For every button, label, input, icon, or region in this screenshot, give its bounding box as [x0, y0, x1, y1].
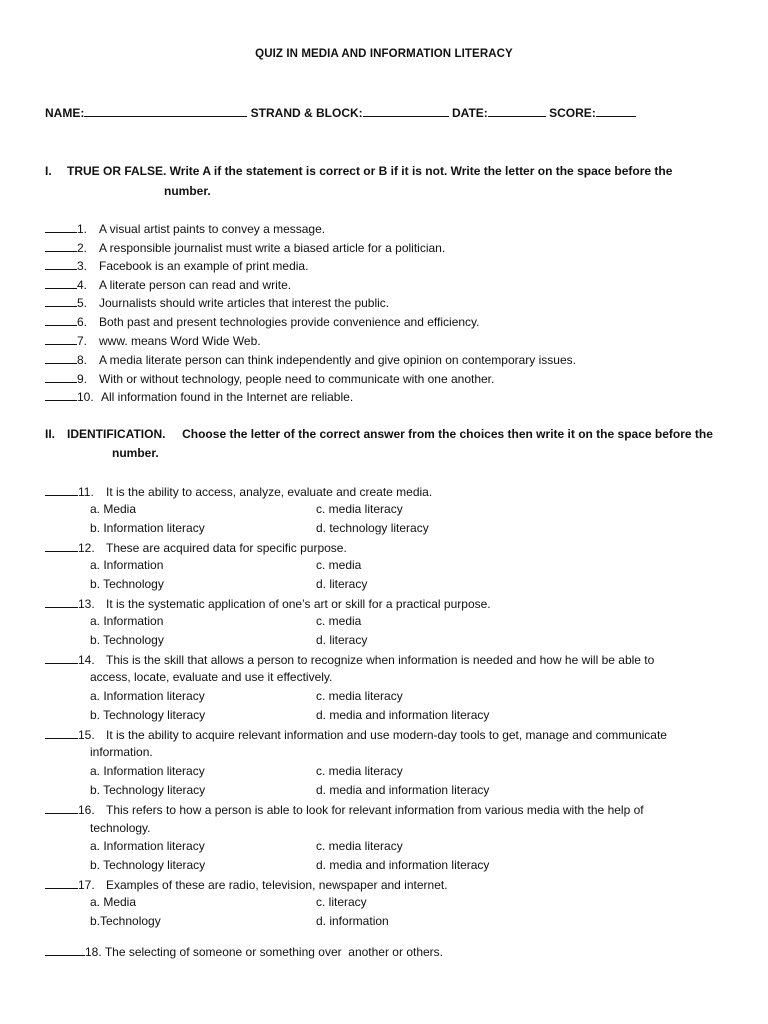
choice-d: d. literacy	[316, 633, 368, 647]
choice-a: a. Information	[90, 614, 164, 628]
answer-blank[interactable]	[45, 596, 78, 608]
id-question: 13. It is the systematic application of one’s art or skill for a practical purpose.	[45, 596, 491, 611]
choice-d: d. information	[316, 914, 389, 928]
answer-blank[interactable]	[45, 295, 77, 307]
tf-item: 5. Journalists should write articles that interest the public.	[45, 295, 389, 310]
question-text-cont: access, locate, evaluate and use it effectively.	[90, 670, 333, 684]
id-question: 14. This is the skill that allows a person to recognize when information is needed and how he will be able to	[45, 652, 654, 667]
answer-blank[interactable]	[45, 221, 77, 233]
tf-item: 9. With or without technology, people need to communicate with one another.	[45, 371, 494, 386]
answer-blank[interactable]	[45, 352, 77, 364]
id-question: 16. This refers to how a person is able to look for relevant information from various media with the help of	[45, 802, 644, 817]
question-text-cont: information.	[90, 745, 153, 759]
id-question: 12. These are acquired data for specific purpose.	[45, 540, 347, 555]
choice-a: a. Information literacy	[90, 839, 205, 853]
choice-c: c. media literacy	[316, 689, 403, 703]
answer-blank[interactable]	[45, 371, 77, 383]
tf-item: 10. All information found in the Internet are reliable.	[45, 389, 353, 404]
choice-d: d. media and information literacy	[316, 708, 490, 722]
answer-blank[interactable]	[45, 333, 77, 345]
choice-d: d. media and information literacy	[316, 783, 490, 797]
answer-blank[interactable]	[45, 484, 78, 496]
choice-b: b.Technology	[90, 914, 161, 928]
answer-blank[interactable]	[45, 389, 77, 401]
id-question: 17. Examples of these are radio, television, newspaper and internet.	[45, 877, 448, 892]
page-title: QUIZ IN MEDIA AND INFORMATION LITERACY	[255, 48, 513, 60]
choice-b: b. Technology	[90, 633, 164, 647]
question-text-cont: technology.	[90, 821, 151, 835]
choice-a: a. Information	[90, 558, 164, 572]
section-1-heading-cont: number.	[164, 184, 211, 198]
section-2-heading-cont: number.	[112, 446, 159, 460]
tf-item: 6. Both past and present technologies provide convenience and efficiency.	[45, 314, 479, 329]
choice-a: a. Information literacy	[90, 689, 205, 703]
tf-item: 2. A responsible journalist must write a biased article for a politician.	[45, 240, 445, 255]
choice-b: b. Technology literacy	[90, 708, 206, 722]
tf-item: 8. A media literate person can think independently and give opinion on contemporary issues.	[45, 352, 576, 367]
choice-d: d. media and information literacy	[316, 858, 490, 872]
tf-item: 1. A visual artist paints to convey a message.	[45, 221, 325, 236]
choice-c: c. media	[316, 614, 362, 628]
answer-blank[interactable]	[45, 258, 77, 270]
section-1-instructions: TRUE OR FALSE. Write A if the statement is correct or B if it is not. Write the letter on the space before the	[67, 164, 673, 178]
section-2-number: II.	[45, 427, 56, 441]
choice-b: b. Technology literacy	[90, 858, 206, 872]
section-1-heading	[45, 164, 672, 178]
strand-label: STRAND & BLOCK:	[250, 106, 363, 120]
id-question: 15. It is the ability to acquire relevant information and use modern-day tools to get, manage and communicate	[45, 727, 667, 742]
choice-d: d. technology literacy	[316, 521, 429, 535]
choice-c: c. media literacy	[316, 764, 403, 778]
section-2-heading	[45, 427, 713, 441]
answer-blank[interactable]	[45, 944, 85, 956]
choice-c: c. media literacy	[316, 839, 403, 853]
choice-b: b. Technology literacy	[90, 783, 206, 797]
choice-c: c. media	[316, 558, 362, 572]
date-label: DATE:	[452, 106, 488, 120]
id-question: 11. It is the ability to access, analyze, evaluate and create media.	[45, 484, 432, 499]
score-blank[interactable]	[596, 105, 636, 117]
tf-item: 4. A literate person can read and write.	[45, 277, 291, 292]
score-label: SCORE:	[549, 106, 596, 120]
answer-blank[interactable]	[45, 540, 78, 552]
section-1-number: I.	[45, 164, 52, 178]
id-question: 18. The selecting of someone or something over another or others.	[45, 944, 443, 959]
tf-item: 7. www. means Word Wide Web.	[45, 333, 261, 348]
choice-d: d. literacy	[316, 577, 368, 591]
student-info-line	[45, 105, 636, 120]
section-2-instructions: IDENTIFICATION. Choose the letter of the correct answer from the choices then write it on the space before the	[67, 427, 713, 441]
choice-b: b. Technology	[90, 577, 164, 591]
strand-blank[interactable]	[363, 105, 449, 117]
tf-item: 3. Facebook is an example of print media.	[45, 258, 308, 273]
answer-blank[interactable]	[45, 314, 77, 326]
name-label: NAME:	[45, 106, 85, 120]
date-blank[interactable]	[488, 105, 546, 117]
answer-blank[interactable]	[45, 652, 78, 664]
answer-blank[interactable]	[45, 877, 78, 889]
answer-blank[interactable]	[45, 802, 78, 814]
choice-a: a. Media	[90, 502, 137, 516]
answer-blank[interactable]	[45, 277, 77, 289]
choice-a: a. Media	[90, 895, 137, 909]
choice-a: a. Information literacy	[90, 764, 205, 778]
answer-blank[interactable]	[45, 240, 77, 252]
choice-c: c. media literacy	[316, 502, 403, 516]
answer-blank[interactable]	[45, 727, 78, 739]
choice-c: c. literacy	[316, 895, 367, 909]
name-blank[interactable]	[84, 105, 247, 117]
choice-b: b. Information literacy	[90, 521, 205, 535]
